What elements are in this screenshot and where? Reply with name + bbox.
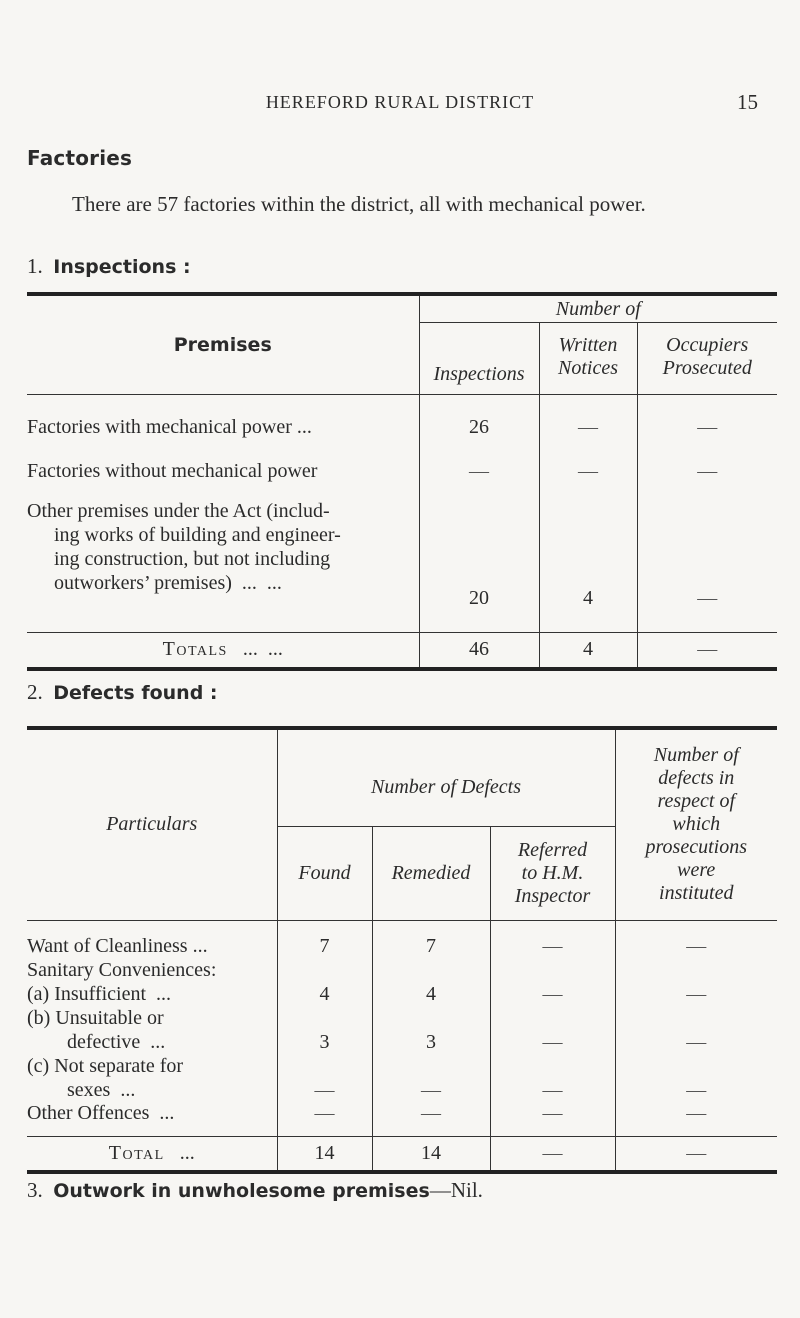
found-cell — [277, 958, 372, 982]
particulars-header: Particulars — [27, 728, 277, 920]
prosecutions-cell: — — [615, 1078, 777, 1102]
premises-cell: Factories without mechanical power — [27, 459, 318, 482]
table-row — [27, 982, 777, 1006]
inspections-label: Inspections : — [53, 256, 191, 278]
defects-table — [27, 726, 777, 1174]
totals-occupiers-prosecuted-cell: — — [637, 633, 777, 669]
particular-cell: Sanitary Conveniences: — [27, 958, 217, 981]
written-notices-cell: — — [539, 439, 637, 483]
written-notices-col-header: Written Notices — [539, 323, 637, 395]
particular-cell: (b) Unsuitable or — [27, 1006, 164, 1029]
totals-inspections-cell: 46 — [419, 633, 539, 669]
found-cell — [277, 1006, 372, 1030]
remedied-cell: — — [372, 1102, 490, 1136]
defects-header-row-1 — [27, 728, 777, 826]
premises-cell: Factories with mechanical power ... — [27, 415, 312, 438]
referred-cell: — — [490, 1102, 615, 1136]
intro-paragraph — [27, 190, 767, 219]
table-row — [27, 1078, 777, 1102]
prosecutions-cell: — — [615, 982, 777, 1006]
particular-cell: Want of Cleanliness ... — [27, 935, 208, 957]
remedied-cell: 7 — [372, 920, 490, 958]
inspections-header-row-1 — [27, 294, 777, 323]
total-prosecutions-cell: — — [615, 1136, 777, 1172]
totals-row — [27, 633, 777, 669]
referred-cell — [490, 1006, 615, 1030]
defects-number: 2. — [27, 680, 43, 704]
prosecutions-cell — [615, 1006, 777, 1030]
total-row — [27, 1136, 777, 1172]
written-notices-cell: — — [539, 395, 637, 439]
total-remedied-cell: 14 — [372, 1136, 490, 1172]
found-cell: — — [277, 1078, 372, 1102]
inspections-number: 1. — [27, 254, 43, 278]
particular-cell: defective ... — [67, 1030, 166, 1053]
total-referred-cell: — — [490, 1136, 615, 1172]
prosecutions-header: Number of defects in respect of which prosecutions were instituted — [615, 728, 777, 920]
table-row — [27, 483, 777, 633]
number-of-header: Number of — [419, 294, 777, 323]
found-cell: — — [277, 1102, 372, 1136]
remedied-cell — [372, 1006, 490, 1030]
remedied-cell: 3 — [372, 1030, 490, 1054]
outwork-heading — [27, 1178, 483, 1203]
referred-cell — [490, 958, 615, 982]
inspections-cell: — — [419, 439, 539, 483]
occupiers-prosecuted-col-header: Occupiers Prosecuted — [637, 323, 777, 395]
remedied-cell: 4 — [372, 982, 490, 1006]
found-cell: 7 — [277, 920, 372, 958]
prosecutions-cell: — — [615, 920, 777, 958]
referred-cell: — — [490, 1078, 615, 1102]
total-found-cell: 14 — [277, 1136, 372, 1172]
totals-label-cell: Totals ... ... — [162, 638, 283, 661]
premises-header: Premises — [27, 294, 419, 395]
totals-written-notices-cell: 4 — [539, 633, 637, 669]
running-header — [0, 88, 800, 118]
table-row — [27, 1006, 777, 1030]
total-label-cell: Total ... — [108, 1141, 195, 1164]
prosecutions-cell — [615, 1054, 777, 1078]
table-row — [27, 958, 777, 982]
inspections-cell: 26 — [419, 395, 539, 439]
outwork-tail: —Nil. — [429, 1178, 483, 1202]
remedied-cell: — — [372, 1078, 490, 1102]
written-notices-cell: 4 — [539, 483, 637, 633]
running-title: HEREFORD RURAL DISTRICT — [265, 92, 535, 112]
particular-cell: (c) Not separate for — [27, 1054, 184, 1077]
referred-cell: — — [490, 982, 615, 1006]
outwork-label: Outwork in unwholesome premises — [53, 1180, 430, 1202]
remedied-col-header: Remedied — [372, 826, 490, 920]
prosecutions-cell — [615, 958, 777, 982]
referred-cell: — — [490, 920, 615, 958]
particular-cell: (a) Insufficient ... — [27, 982, 172, 1005]
inspections-table — [27, 292, 777, 671]
table-row — [27, 1102, 777, 1136]
inspections-col-header: Inspections — [419, 323, 539, 395]
section-title: Factories — [27, 146, 133, 170]
table-row — [27, 439, 777, 483]
prosecutions-cell: — — [615, 1030, 777, 1054]
defects-label: Defects found : — [53, 682, 218, 704]
occupiers-prosecuted-cell: — — [637, 483, 777, 633]
occupiers-prosecuted-cell: — — [637, 395, 777, 439]
remedied-cell — [372, 958, 490, 982]
particular-cell: Other Offences ... — [27, 1102, 277, 1136]
found-cell: 4 — [277, 982, 372, 1006]
table-row — [27, 395, 777, 439]
inspections-cell: 20 — [419, 483, 539, 633]
number-of-defects-header: Number of Defects — [277, 728, 615, 826]
referred-cell — [490, 1054, 615, 1078]
remedied-cell — [372, 1054, 490, 1078]
found-cell: 3 — [277, 1030, 372, 1054]
occupiers-prosecuted-cell: — — [637, 439, 777, 483]
intro-text: There are 57 factories within the district, all with mechanical power. — [72, 192, 646, 216]
premises-cell: Other premises under the Act (includ- ing works of building and engineer- ing construction, but not including outworkers’ premises) ... ... — [27, 483, 419, 633]
table-row — [27, 1054, 777, 1078]
outwork-number: 3. — [27, 1178, 43, 1202]
inspections-heading — [27, 254, 191, 279]
referred-cell: — — [490, 1030, 615, 1054]
defects-heading — [27, 680, 218, 705]
prosecutions-cell: — — [615, 1102, 777, 1136]
table-row — [27, 920, 777, 958]
referred-col-header: Referred to H.M. Inspector — [490, 826, 615, 920]
table-row — [27, 1030, 777, 1054]
particular-cell: sexes ... — [67, 1078, 136, 1101]
page-number: 15 — [737, 90, 758, 114]
found-cell — [277, 1054, 372, 1078]
found-col-header: Found — [277, 826, 372, 920]
